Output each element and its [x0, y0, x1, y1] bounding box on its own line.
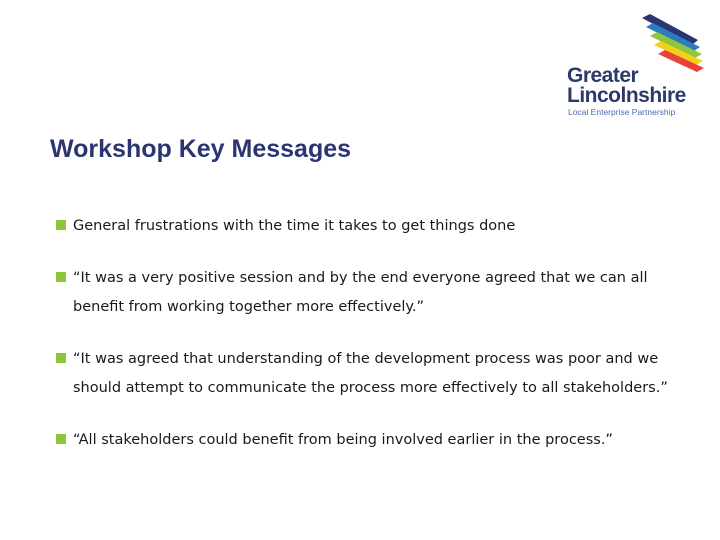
bullet-text: “It was agreed that understanding of the development process was poor and we should attempt to communicate the process more effectively to all stakeholders.” [73, 351, 668, 396]
list-item [56, 264, 696, 322]
logo-text-line1: Greater [567, 64, 639, 87]
slide-title: Workshop Key Messages [50, 135, 352, 163]
list-item [56, 426, 696, 455]
bullet-square-icon [56, 434, 66, 444]
list-item [56, 212, 696, 241]
greater-lincolnshire-logo [560, 14, 710, 120]
logo-text-line2: Lincolnshire [567, 84, 686, 107]
bullet-square-icon [56, 353, 66, 363]
logo-subtitle: Local Enterprise Partnership [568, 107, 676, 117]
key-messages-list [56, 212, 696, 455]
bullet-text: General frustrations with the time it takes to get things done [73, 218, 516, 234]
bullet-text: “It was a very positive session and by the end everyone agreed that we can all benefit from working together more effectively.” [73, 270, 648, 315]
logo-stripes-icon [640, 14, 706, 76]
bullet-square-icon [56, 220, 66, 230]
bullet-square-icon [56, 272, 66, 282]
bullet-text: “All stakeholders could benefit from being involved earlier in the process.” [73, 432, 613, 448]
list-item [56, 345, 696, 403]
